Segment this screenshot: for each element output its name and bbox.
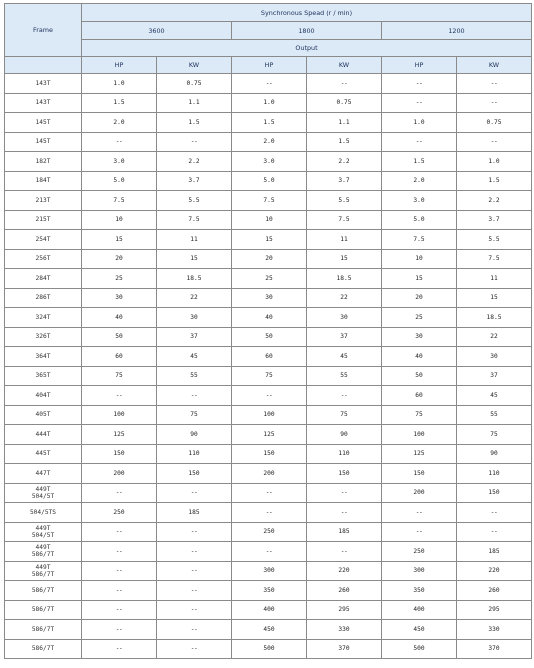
cell-hp-3600: -- bbox=[82, 522, 157, 542]
cell-kw-3600: -- bbox=[157, 522, 232, 542]
cell-hp-1800: 75 bbox=[232, 366, 307, 386]
table-row bbox=[5, 503, 532, 523]
cell-hp-1800: -- bbox=[232, 503, 307, 523]
table-row bbox=[5, 132, 532, 152]
cell-kw-1800: -- bbox=[307, 503, 382, 523]
frame-cell: 445T bbox=[5, 444, 82, 464]
cell-kw-1200: 45 bbox=[457, 386, 532, 406]
frame-cell: 326T bbox=[5, 327, 82, 347]
unit-kw-3600: KW bbox=[157, 57, 232, 74]
cell-kw-1200: 7.5 bbox=[457, 249, 532, 269]
cell-kw-1800: 110 bbox=[307, 444, 382, 464]
cell-kw-3600: 90 bbox=[157, 425, 232, 445]
cell-kw-1200: 55 bbox=[457, 405, 532, 425]
cell-hp-3600: -- bbox=[82, 483, 157, 503]
cell-hp-1800: 100 bbox=[232, 405, 307, 425]
table-row bbox=[5, 210, 532, 230]
table-row bbox=[5, 327, 532, 347]
cell-kw-1200: 30 bbox=[457, 347, 532, 367]
table-row bbox=[5, 288, 532, 308]
cell-kw-1200: 330 bbox=[457, 620, 532, 640]
cell-hp-1200: 3.0 bbox=[382, 191, 457, 211]
cell-hp-1200: 350 bbox=[382, 581, 457, 601]
cell-kw-3600: 3.7 bbox=[157, 171, 232, 191]
cell-hp-3600: 30 bbox=[82, 288, 157, 308]
cell-kw-1200: 220 bbox=[457, 561, 532, 581]
frame-cell: 449T 504/5T bbox=[5, 483, 82, 503]
table-row bbox=[5, 581, 532, 601]
cell-hp-3600: 1.5 bbox=[82, 93, 157, 113]
cell-kw-3600: 7.5 bbox=[157, 210, 232, 230]
cell-hp-1800: -- bbox=[232, 483, 307, 503]
frame-header: Frame bbox=[5, 4, 82, 57]
cell-kw-1800: 370 bbox=[307, 639, 382, 659]
cell-kw-3600: 37 bbox=[157, 327, 232, 347]
cell-kw-3600: -- bbox=[157, 542, 232, 562]
cell-kw-1800: -- bbox=[307, 74, 382, 94]
cell-kw-1200: 11 bbox=[457, 269, 532, 289]
cell-kw-1200: 260 bbox=[457, 581, 532, 601]
cell-hp-1200: 40 bbox=[382, 347, 457, 367]
cell-kw-1800: 45 bbox=[307, 347, 382, 367]
unit-hp-3600: HP bbox=[82, 57, 157, 74]
cell-kw-3600: 1.1 bbox=[157, 93, 232, 113]
cell-kw-3600: 11 bbox=[157, 230, 232, 250]
cell-kw-1800: -- bbox=[307, 483, 382, 503]
cell-kw-3600: 55 bbox=[157, 366, 232, 386]
frame-cell: 444T bbox=[5, 425, 82, 445]
cell-hp-1200: 20 bbox=[382, 288, 457, 308]
cell-kw-3600: 18.5 bbox=[157, 269, 232, 289]
cell-hp-1800: 2.0 bbox=[232, 132, 307, 152]
cell-hp-1800: -- bbox=[232, 386, 307, 406]
cell-kw-1800: 220 bbox=[307, 561, 382, 581]
table-row bbox=[5, 386, 532, 406]
frame-cell: 215T bbox=[5, 210, 82, 230]
table-row bbox=[5, 191, 532, 211]
spec-table-container bbox=[4, 3, 532, 659]
cell-kw-3600: 15 bbox=[157, 249, 232, 269]
cell-kw-3600: 22 bbox=[157, 288, 232, 308]
cell-hp-1200: -- bbox=[382, 522, 457, 542]
cell-kw-3600: 0.75 bbox=[157, 74, 232, 94]
cell-hp-1200: 10 bbox=[382, 249, 457, 269]
cell-kw-1800: 0.75 bbox=[307, 93, 382, 113]
cell-hp-1200: 50 bbox=[382, 366, 457, 386]
cell-kw-1800: 185 bbox=[307, 522, 382, 542]
cell-hp-3600: 40 bbox=[82, 308, 157, 328]
cell-kw-3600: -- bbox=[157, 561, 232, 581]
table-row bbox=[5, 269, 532, 289]
frame-cell: 586/7T bbox=[5, 620, 82, 640]
cell-kw-1200: 110 bbox=[457, 464, 532, 484]
cell-kw-1200: -- bbox=[457, 93, 532, 113]
cell-hp-1800: 25 bbox=[232, 269, 307, 289]
cell-hp-1800: 150 bbox=[232, 444, 307, 464]
cell-hp-1200: 5.0 bbox=[382, 210, 457, 230]
cell-hp-1200: 75 bbox=[382, 405, 457, 425]
cell-hp-1200: 300 bbox=[382, 561, 457, 581]
cell-hp-1200: -- bbox=[382, 132, 457, 152]
table-row bbox=[5, 347, 532, 367]
frame-cell: 504/5TS bbox=[5, 503, 82, 523]
cell-hp-1800: 60 bbox=[232, 347, 307, 367]
frame-cell: 404T bbox=[5, 386, 82, 406]
cell-kw-1200: 75 bbox=[457, 425, 532, 445]
cell-hp-3600: 100 bbox=[82, 405, 157, 425]
cell-kw-1800: 90 bbox=[307, 425, 382, 445]
table-row bbox=[5, 522, 532, 542]
frame-cell: 586/7T bbox=[5, 639, 82, 659]
cell-hp-3600: 2.0 bbox=[82, 113, 157, 133]
cell-kw-3600: 110 bbox=[157, 444, 232, 464]
cell-kw-1800: 2.2 bbox=[307, 152, 382, 172]
cell-kw-1200: -- bbox=[457, 74, 532, 94]
cell-hp-1800: 300 bbox=[232, 561, 307, 581]
cell-hp-1200: 100 bbox=[382, 425, 457, 445]
cell-hp-3600: 75 bbox=[82, 366, 157, 386]
cell-kw-3600: 30 bbox=[157, 308, 232, 328]
cell-hp-1200: 25 bbox=[382, 308, 457, 328]
cell-kw-1800: 150 bbox=[307, 464, 382, 484]
frame-cell: 254T bbox=[5, 230, 82, 250]
cell-kw-1200: 37 bbox=[457, 366, 532, 386]
cell-kw-1800: 330 bbox=[307, 620, 382, 640]
frame-cell: 365T bbox=[5, 366, 82, 386]
cell-hp-1800: 1.0 bbox=[232, 93, 307, 113]
table-body bbox=[5, 74, 532, 659]
cell-hp-3600: 50 bbox=[82, 327, 157, 347]
cell-kw-1200: 5.5 bbox=[457, 230, 532, 250]
cell-hp-1200: 15 bbox=[382, 269, 457, 289]
cell-hp-3600: -- bbox=[82, 600, 157, 620]
cell-kw-1200: 18.5 bbox=[457, 308, 532, 328]
cell-kw-1800: 75 bbox=[307, 405, 382, 425]
table-row bbox=[5, 405, 532, 425]
cell-hp-3600: -- bbox=[82, 542, 157, 562]
cell-kw-3600: -- bbox=[157, 600, 232, 620]
cell-hp-3600: 250 bbox=[82, 503, 157, 523]
cell-kw-1200: 3.7 bbox=[457, 210, 532, 230]
cell-kw-1200: 295 bbox=[457, 600, 532, 620]
cell-hp-1800: 3.0 bbox=[232, 152, 307, 172]
cell-kw-1200: 0.75 bbox=[457, 113, 532, 133]
cell-hp-1200: 1.5 bbox=[382, 152, 457, 172]
table-row bbox=[5, 620, 532, 640]
cell-kw-3600: 5.5 bbox=[157, 191, 232, 211]
cell-kw-1200: -- bbox=[457, 132, 532, 152]
cell-kw-1200: 15 bbox=[457, 288, 532, 308]
cell-kw-3600: 2.2 bbox=[157, 152, 232, 172]
speed-1800: 1800 bbox=[232, 22, 382, 40]
cell-kw-1800: 3.7 bbox=[307, 171, 382, 191]
cell-hp-1200: 125 bbox=[382, 444, 457, 464]
cell-kw-1800: 15 bbox=[307, 249, 382, 269]
cell-kw-1800: 295 bbox=[307, 600, 382, 620]
cell-hp-1800: 10 bbox=[232, 210, 307, 230]
frame-cell: 324T bbox=[5, 308, 82, 328]
cell-kw-1800: 5.5 bbox=[307, 191, 382, 211]
cell-kw-1800: 1.1 bbox=[307, 113, 382, 133]
cell-kw-3600: -- bbox=[157, 132, 232, 152]
table-row bbox=[5, 425, 532, 445]
output-header: Output bbox=[82, 40, 532, 57]
cell-hp-1800: 30 bbox=[232, 288, 307, 308]
cell-kw-3600: -- bbox=[157, 483, 232, 503]
cell-hp-1800: 7.5 bbox=[232, 191, 307, 211]
cell-hp-1800: 20 bbox=[232, 249, 307, 269]
cell-kw-3600: 45 bbox=[157, 347, 232, 367]
table-row bbox=[5, 93, 532, 113]
cell-hp-1800: 1.5 bbox=[232, 113, 307, 133]
cell-hp-3600: 1.0 bbox=[82, 74, 157, 94]
cell-kw-1200: 370 bbox=[457, 639, 532, 659]
table-row bbox=[5, 308, 532, 328]
unit-hp-1200: HP bbox=[382, 57, 457, 74]
cell-hp-3600: 25 bbox=[82, 269, 157, 289]
frame-cell: 586/7T bbox=[5, 600, 82, 620]
cell-hp-1800: 125 bbox=[232, 425, 307, 445]
frame-cell: 143T bbox=[5, 74, 82, 94]
frame-cell: 449T 504/5T bbox=[5, 522, 82, 542]
frame-cell: 405T bbox=[5, 405, 82, 425]
table-row bbox=[5, 561, 532, 581]
cell-hp-3600: 150 bbox=[82, 444, 157, 464]
cell-kw-1200: -- bbox=[457, 503, 532, 523]
cell-hp-1200: 450 bbox=[382, 620, 457, 640]
cell-hp-1200: -- bbox=[382, 503, 457, 523]
frame-cell: 449T 586/7T bbox=[5, 542, 82, 562]
cell-hp-3600: 125 bbox=[82, 425, 157, 445]
cell-kw-1200: 1.5 bbox=[457, 171, 532, 191]
cell-hp-3600: 10 bbox=[82, 210, 157, 230]
cell-hp-1800: 250 bbox=[232, 522, 307, 542]
cell-kw-1800: -- bbox=[307, 386, 382, 406]
cell-kw-1200: 1.0 bbox=[457, 152, 532, 172]
cell-hp-1200: 30 bbox=[382, 327, 457, 347]
frame-cell: 447T bbox=[5, 464, 82, 484]
speed-header: Synchronous Spead (r / min) bbox=[82, 4, 532, 22]
cell-kw-1800: -- bbox=[307, 542, 382, 562]
cell-hp-1800: 450 bbox=[232, 620, 307, 640]
cell-hp-1800: -- bbox=[232, 74, 307, 94]
cell-hp-3600: 20 bbox=[82, 249, 157, 269]
cell-hp-3600: -- bbox=[82, 639, 157, 659]
cell-hp-1200: -- bbox=[382, 74, 457, 94]
frame-cell: 284T bbox=[5, 269, 82, 289]
cell-hp-3600: -- bbox=[82, 620, 157, 640]
cell-hp-1800: 500 bbox=[232, 639, 307, 659]
cell-hp-1800: 40 bbox=[232, 308, 307, 328]
cell-kw-1200: 185 bbox=[457, 542, 532, 562]
cell-hp-1200: 1.0 bbox=[382, 113, 457, 133]
cell-kw-1200: 150 bbox=[457, 483, 532, 503]
cell-hp-1800: -- bbox=[232, 542, 307, 562]
frame-cell: 364T bbox=[5, 347, 82, 367]
cell-kw-1800: 1.5 bbox=[307, 132, 382, 152]
table-row bbox=[5, 113, 532, 133]
cell-hp-1200: 150 bbox=[382, 464, 457, 484]
cell-hp-3600: 7.5 bbox=[82, 191, 157, 211]
cell-hp-3600: 200 bbox=[82, 464, 157, 484]
cell-hp-1200: 200 bbox=[382, 483, 457, 503]
frame-cell: 184T bbox=[5, 171, 82, 191]
frame-cell: 182T bbox=[5, 152, 82, 172]
table-row bbox=[5, 600, 532, 620]
cell-kw-1200: -- bbox=[457, 522, 532, 542]
cell-hp-1800: 15 bbox=[232, 230, 307, 250]
frame-cell: 449T 586/7T bbox=[5, 561, 82, 581]
cell-kw-3600: -- bbox=[157, 639, 232, 659]
cell-hp-3600: -- bbox=[82, 132, 157, 152]
frame-cell: 143T bbox=[5, 93, 82, 113]
table-row bbox=[5, 74, 532, 94]
cell-kw-3600: 1.5 bbox=[157, 113, 232, 133]
cell-kw-3600: -- bbox=[157, 620, 232, 640]
cell-kw-1800: 55 bbox=[307, 366, 382, 386]
cell-hp-3600: 3.0 bbox=[82, 152, 157, 172]
cell-hp-1200: 7.5 bbox=[382, 230, 457, 250]
cell-kw-1800: 260 bbox=[307, 581, 382, 601]
unit-spacer bbox=[5, 57, 82, 74]
cell-hp-3600: 15 bbox=[82, 230, 157, 250]
cell-hp-1800: 400 bbox=[232, 600, 307, 620]
table-row bbox=[5, 152, 532, 172]
cell-kw-1800: 18.5 bbox=[307, 269, 382, 289]
cell-kw-1200: 2.2 bbox=[457, 191, 532, 211]
table-row bbox=[5, 249, 532, 269]
cell-hp-3600: -- bbox=[82, 581, 157, 601]
cell-kw-1800: 7.5 bbox=[307, 210, 382, 230]
cell-hp-1200: -- bbox=[382, 93, 457, 113]
cell-kw-1200: 90 bbox=[457, 444, 532, 464]
cell-kw-3600: 75 bbox=[157, 405, 232, 425]
unit-kw-1800: KW bbox=[307, 57, 382, 74]
cell-hp-1200: 60 bbox=[382, 386, 457, 406]
cell-kw-3600: -- bbox=[157, 386, 232, 406]
frame-cell: 286T bbox=[5, 288, 82, 308]
cell-kw-1800: 22 bbox=[307, 288, 382, 308]
cell-hp-3600: -- bbox=[82, 561, 157, 581]
cell-hp-1200: 2.0 bbox=[382, 171, 457, 191]
cell-kw-1800: 11 bbox=[307, 230, 382, 250]
frame-cell: 586/7T bbox=[5, 581, 82, 601]
cell-hp-1200: 250 bbox=[382, 542, 457, 562]
table-row bbox=[5, 464, 532, 484]
motor-frame-table bbox=[4, 3, 532, 659]
frame-cell: 145T bbox=[5, 132, 82, 152]
table-row bbox=[5, 366, 532, 386]
cell-kw-3600: 150 bbox=[157, 464, 232, 484]
cell-hp-1800: 350 bbox=[232, 581, 307, 601]
speed-1200: 1200 bbox=[382, 22, 532, 40]
speed-3600: 3600 bbox=[82, 22, 232, 40]
table-row bbox=[5, 483, 532, 503]
table-row bbox=[5, 542, 532, 562]
cell-hp-1800: 5.0 bbox=[232, 171, 307, 191]
table-row bbox=[5, 444, 532, 464]
cell-hp-3600: 5.0 bbox=[82, 171, 157, 191]
cell-kw-1800: 30 bbox=[307, 308, 382, 328]
cell-hp-1800: 200 bbox=[232, 464, 307, 484]
frame-cell: 213T bbox=[5, 191, 82, 211]
unit-kw-1200: KW bbox=[457, 57, 532, 74]
cell-hp-3600: 60 bbox=[82, 347, 157, 367]
frame-cell: 256T bbox=[5, 249, 82, 269]
table-row bbox=[5, 230, 532, 250]
cell-hp-1200: 400 bbox=[382, 600, 457, 620]
cell-kw-1200: 22 bbox=[457, 327, 532, 347]
cell-kw-3600: -- bbox=[157, 581, 232, 601]
cell-hp-1200: 500 bbox=[382, 639, 457, 659]
unit-hp-1800: HP bbox=[232, 57, 307, 74]
cell-kw-1800: 37 bbox=[307, 327, 382, 347]
cell-kw-3600: 185 bbox=[157, 503, 232, 523]
table-row bbox=[5, 639, 532, 659]
frame-cell: 145T bbox=[5, 113, 82, 133]
cell-hp-3600: -- bbox=[82, 386, 157, 406]
cell-hp-1800: 50 bbox=[232, 327, 307, 347]
table-row bbox=[5, 171, 532, 191]
